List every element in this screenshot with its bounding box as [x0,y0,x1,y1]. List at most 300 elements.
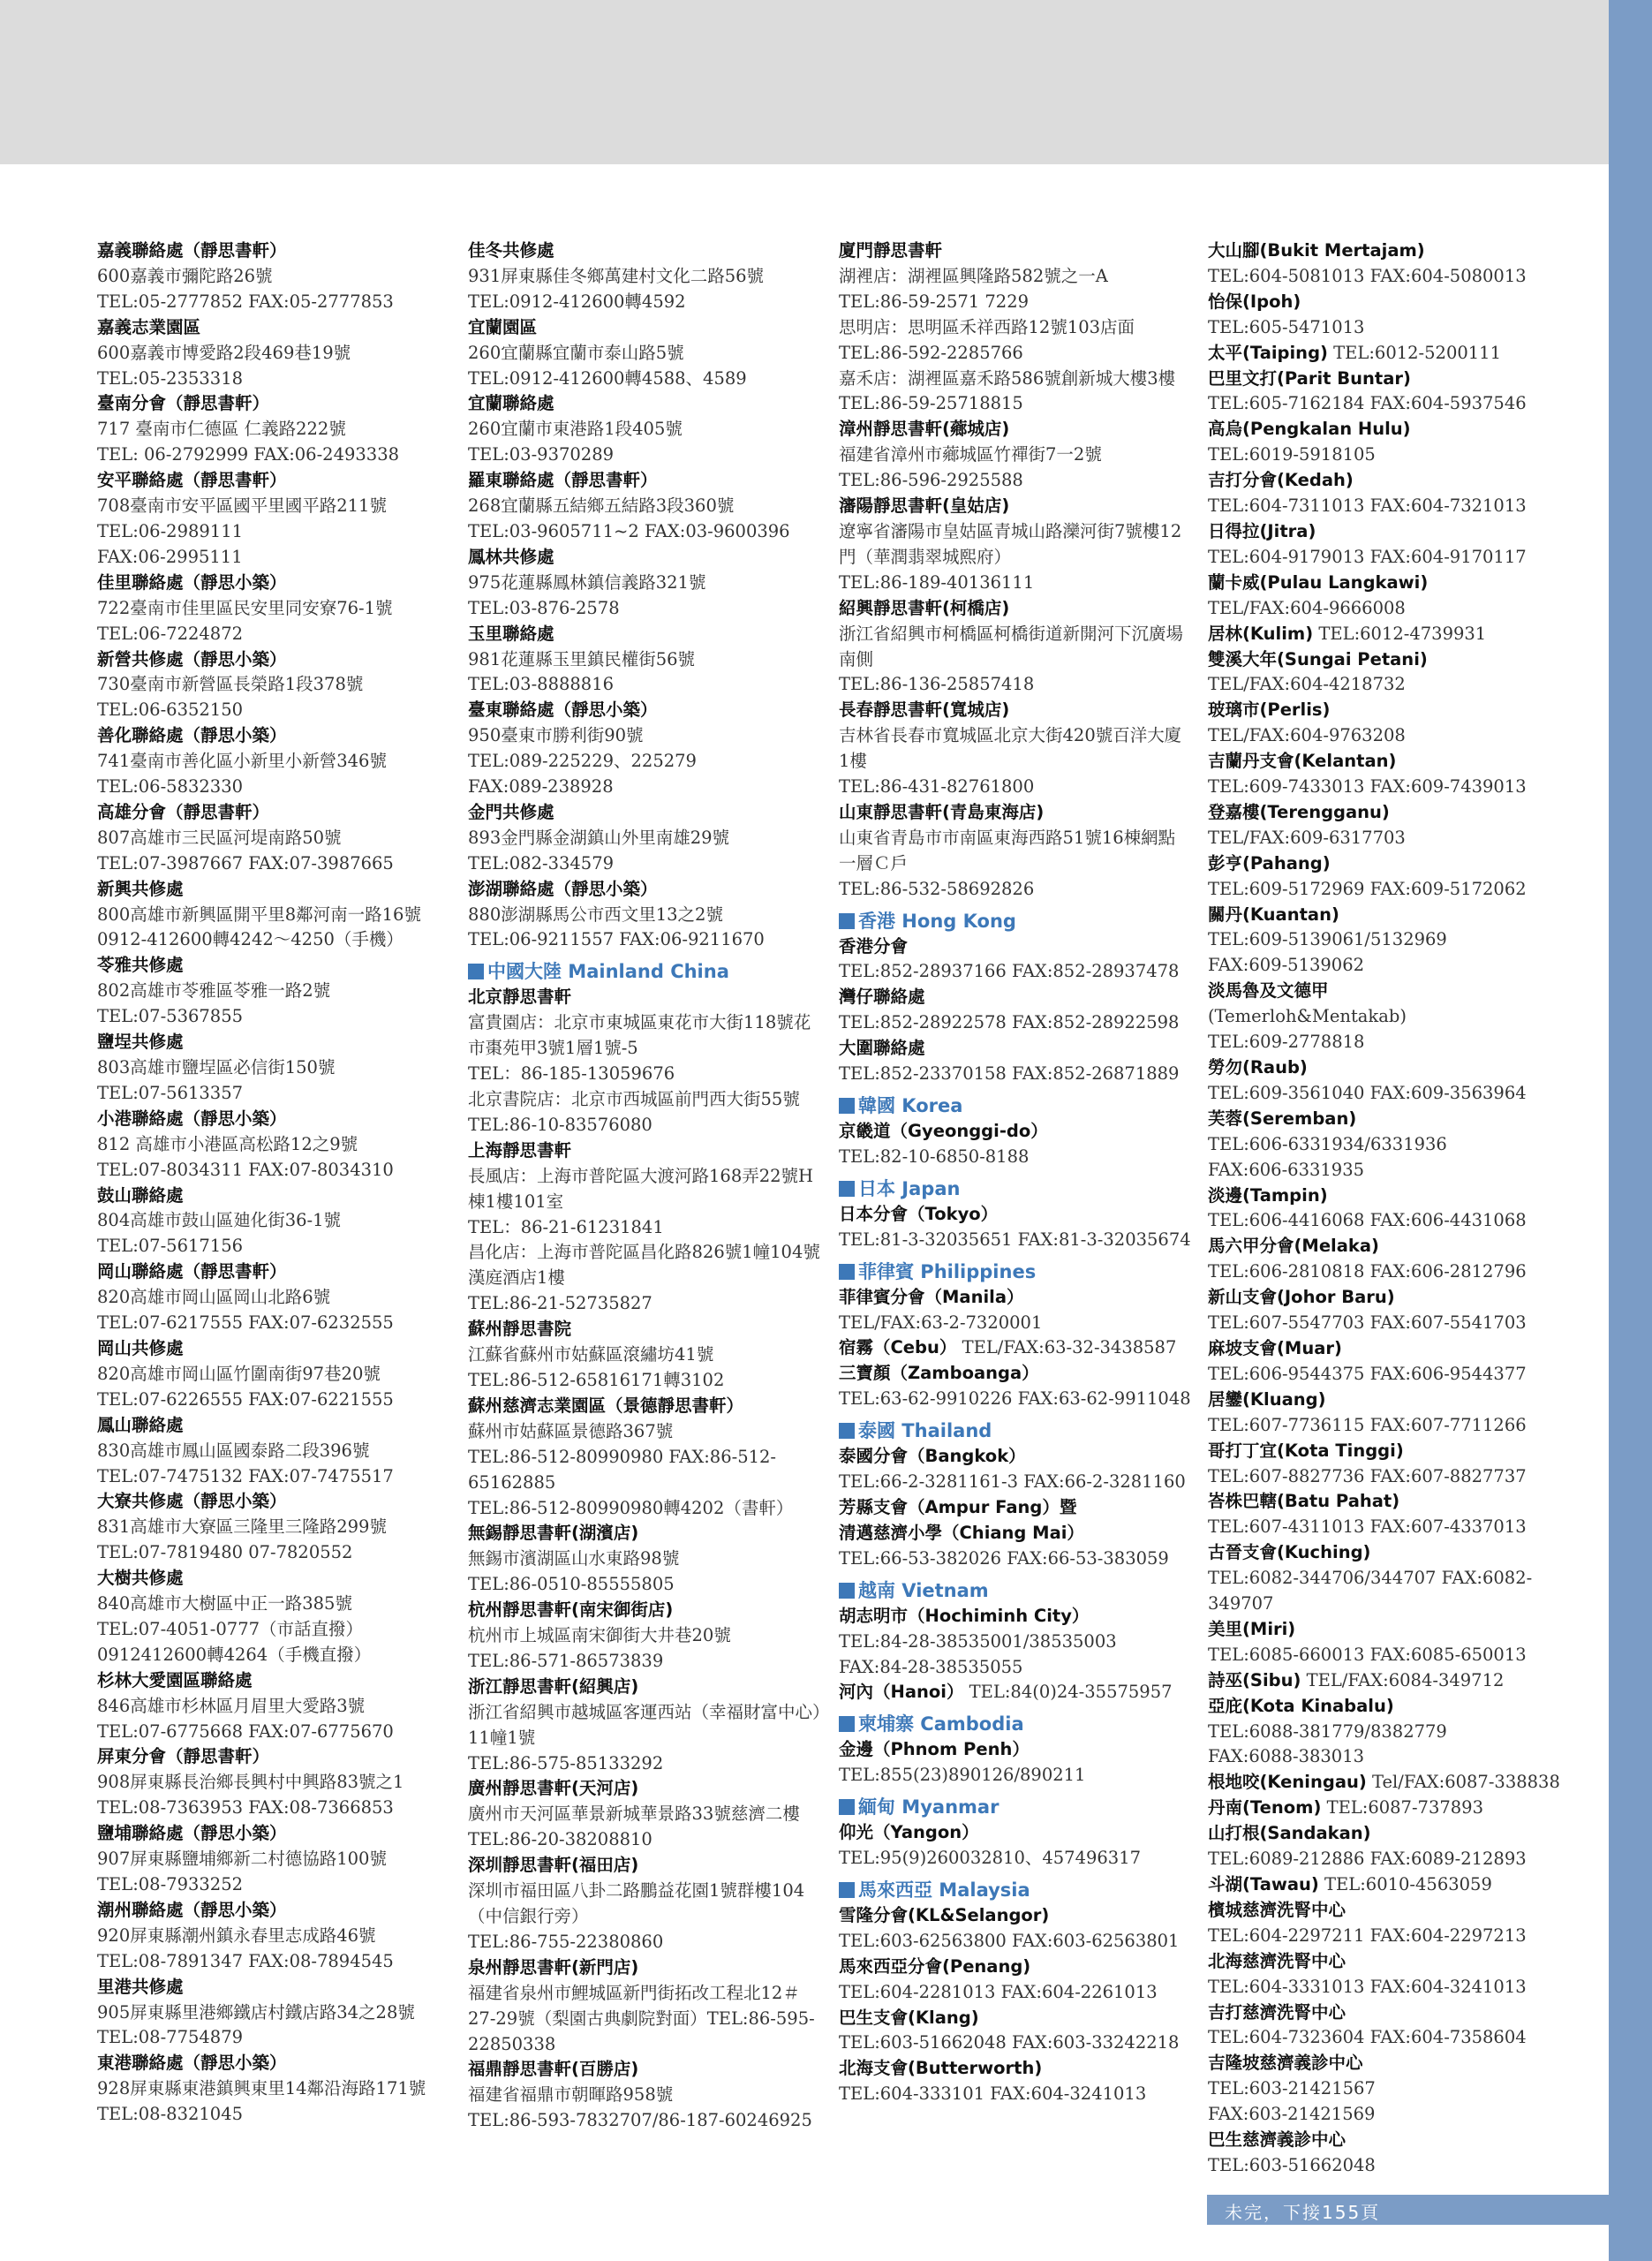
address-contact-line: 0912412600轉4264（手機直撥） [97,1644,372,1665]
office-name: 丹南(Tenom) [1208,1797,1322,1819]
region-heading [839,1418,1192,1444]
address-contact-line: 804高雄市鼓山區廸化街36-1號 [97,1210,342,1231]
office-name: 淡馬魯及文德甲 [1208,980,1329,1002]
address-contact-line: TEL:852-28922578 FAX:852-28922598 [839,1012,1180,1033]
directory-entry [1208,290,1596,341]
entry-heading-line [468,698,821,723]
address-contact-line: 928屏東縣東港鎮興東里14鄰沿海路171號 TEL:08-8321045 [97,2078,426,2125]
entry-heading-line [468,468,821,494]
entry-heading-line [839,698,1192,723]
entry-heading-line [1208,851,1596,877]
office-name: 山東靜思書軒(青島東海店) [839,801,1045,822]
address-contact-line: TEL:03-8888816 [468,674,615,695]
address-contact-line: TEL:81-3-32035651 FAX:81-3-32035674 [839,1229,1191,1250]
address-contact-line: 福建省漳州市薌城區竹禪街7一2號 [839,444,1102,465]
address-contact-line: TEL:86-59-25718815 [839,393,1023,414]
directory-entry [1208,571,1596,622]
address-contact-line: TEL:07-6217555 FAX:07-6232555 [97,1312,394,1334]
entry-heading-line [97,1744,441,1770]
directory-entry [468,315,821,392]
entry-heading-line [1208,1285,1596,1311]
address-contact-line: 908屏東縣長治鄉長興村中興路83號之1 [97,1772,404,1793]
directory-entry [468,1598,821,1675]
entry-heading-line [839,494,1192,519]
address-contact-line: 富貴園店：北京市東城區東花市大街118號花市棗苑甲3號1層1號-5 [468,1012,811,1059]
office-name: 泰國分會（Bangkok） [839,1446,1026,1467]
address-contact-line: 昌化店：上海市普陀區昌化路826號1幢104號漢庭酒店1樓 [468,1242,820,1289]
directory-entry [97,953,441,1030]
directory-entry [1208,468,1596,519]
office-name: 羅東聯絡處（靜思書軒） [468,470,658,491]
square-bullet-icon [839,1716,855,1732]
address-contact-line: TEL:605-7162184 FAX:604-5937546 [1208,393,1527,414]
address-contact-line: TEL:03-876-2578 [468,597,620,618]
directory-entry [1208,341,1596,367]
directory-column-4 [1208,238,1596,2175]
directory-column-1 [97,238,441,2164]
address-contact-line: TEL:95(9)260032810、457496317 [839,1848,1142,1869]
directory-entry [97,1413,441,1490]
entry-heading-line [1208,749,1596,775]
directory-entry [839,1820,1192,1872]
directory-entry [839,800,1192,903]
address-contact-line: TEL:607-8827736 FAX:607-8827737 [1208,1465,1527,1486]
office-name: 馬來西亞分會(Penang) [839,1955,1031,1977]
address-contact-line: TEL:66-2-3281161-3 FAX:66-2-3281160 [839,1471,1186,1493]
directory-entry [839,1737,1192,1788]
address-contact-line: 800高雄市新興區開平里8鄰河南一路16號 0912-412600轉4242～4250（手機） [97,904,421,950]
entry-heading-line [97,391,441,417]
address-contact-line: 907屏東縣鹽埔鄉新二村德協路100號 [97,1849,387,1870]
entry-heading-line [97,1821,441,1847]
address-contact-line: TEL:07-4051-0777（市話直撥） [97,1618,364,1639]
office-name: 北海慈濟洗腎中心 [1208,1950,1346,1971]
address-contact-line: TEL:606-9544375 FAX:606-9544377 [1208,1363,1527,1384]
address-contact-line: FAX:606-6331935 [1208,1159,1365,1180]
address-contact-line: 長風店：上海市普陀區大渡河路168弄22號H棟1樓101室 [468,1165,814,1212]
square-bullet-icon [839,1181,855,1197]
address-contact-line: TEL:82-10-6850-8188 [839,1146,1030,1167]
office-name: 高雄分會（靜思書軒） [97,801,270,822]
address-contact-line: TEL:07-7475132 FAX:07-7475517 [97,1465,394,1486]
entry-heading-line [97,315,441,341]
entry-heading-line [839,417,1192,442]
entry-heading-line [97,2051,441,2076]
contact-inline: TEL/FAX:63-32-3438587 [962,1337,1177,1358]
directory-entry [97,1489,441,1566]
directory-entry [97,800,441,877]
address-contact-line: TEL:06-7224872 [97,623,244,644]
office-name: 斗湖(Tawau) [1208,1874,1319,1894]
address-contact-line: TEL:06-9211557 FAX:06-9211670 [468,929,765,950]
office-name: 澎湖聯絡處（靜思小築） [468,878,658,899]
office-name: 宜蘭聯絡處 [468,393,554,414]
address-contact-line: TEL:06-6352150 [97,699,244,721]
address-contact-line: TEL:86-21-52735827 [468,1293,653,1314]
entry-heading-line [97,1107,441,1132]
contact-inline: TEL:6010-4563059 [1324,1874,1492,1894]
office-name: 深圳靜思書軒(福田店) [468,1855,639,1876]
entry-heading-line [839,2006,1192,2031]
address-contact-line: 722臺南市佳里區民安里同安寮76-1號 [97,597,393,618]
address-contact-line: 蘇州市姑蘇區景德路367號 [468,1420,674,1441]
office-name: 鹽埔聯絡處（靜思小築） [97,1823,287,1844]
entry-heading-line [468,1521,821,1546]
address-contact-line: TEL:07-5617156 [97,1236,244,1257]
office-name: 居林(Kulim) [1208,623,1314,644]
entry-heading-line [1208,468,1596,494]
office-name: 巴生支會(Klang) [839,2007,979,2028]
address-contact-line: TEL:605-5471013 [1208,316,1365,337]
entry-heading-line [1208,1489,1596,1515]
address-contact-line: TEL:852-28937166 FAX:852-28937478 [839,961,1180,982]
entry-heading-line [1208,1336,1596,1362]
office-name: 峇株巴轄(Batu Pahat) [1208,1491,1400,1512]
region-heading-label: 緬甸 Myanmar [858,1796,999,1819]
directory-entry [839,934,1192,986]
address-contact-line: 260宜蘭市東港路1段405號 [468,419,683,440]
contact-inline: TEL:6087-737893 [1326,1797,1483,1819]
office-name: 亞庇(Kota Kinabalu) [1208,1695,1394,1716]
address-contact-line: TEL:609-2778818 [1208,1032,1365,1053]
address-contact-line: FAX:84-28-38535055 [839,1656,1023,1677]
office-name: 紹興靜思書軒(柯橋店) [839,597,1010,618]
address-contact-line: FAX:609-5139062 [1208,955,1365,976]
address-contact-line: TEL:604-2297211 FAX:604-2297213 [1208,1924,1527,1946]
directory-entry [839,238,1192,417]
entry-heading-line [97,238,441,264]
directory-entry [97,1259,441,1336]
region-heading-label: 柬埔寨 Cambodia [858,1713,1024,1735]
address-contact-line: 無錫市濱湖區山水東路98號 [468,1548,680,1569]
square-bullet-icon [839,1098,855,1114]
directory-entry [468,468,821,545]
address-contact-line: 江蘇省蘇州市姑蘇區滾繡坊41號 [468,1344,714,1365]
directory-entry [839,417,1192,494]
entry-heading-line [839,1036,1192,1062]
office-name: 芳縣支會（Ampur Fang）暨 [839,1496,1077,1517]
office-name: 杉林大愛園區聯絡處 [97,1669,253,1690]
entry-heading-line [468,1853,821,1879]
directory-entry [1208,622,1596,647]
address-contact-line: TEL:06-5832330 [97,776,244,798]
directory-entry [839,1444,1192,1495]
directory-entry [1208,1055,1596,1107]
entry-heading-line [1208,1694,1596,1720]
entry-heading-line [839,985,1192,1010]
entry-heading-line [468,985,821,1010]
entry-heading-line [1208,1540,1596,1566]
directory-entry [1208,1796,1596,1821]
address-contact-line: TEL:604-3331013 FAX:604-3241013 [1208,1976,1527,1997]
directory-column-2 [468,238,821,2164]
directory-entry [1208,1617,1596,1668]
entry-heading-line [1208,1796,1596,1821]
directory-entry [839,2006,1192,2057]
entry-heading-line [468,315,821,341]
directory-entry [468,1955,821,2058]
directory-entry [468,2057,821,2134]
address-contact-line: TEL:86-59-2571 7229 [839,291,1030,312]
continuation-text: 未完，下接155頁 [1225,2202,1381,2223]
office-name: 佳冬共修處 [468,240,554,261]
entry-heading-line [97,1183,441,1209]
address-contact-line: 981花蓮縣玉里鎮民權街56號 [468,648,696,669]
entry-heading-line [468,1675,821,1700]
directory-entry [839,985,1192,1036]
directory-entry [97,1975,441,2052]
address-contact-line: TEL:855(23)890126/890211 [839,1765,1086,1786]
address-contact-line: TEL/FAX:604-4218732 [1208,674,1406,695]
entry-heading-line [468,391,821,417]
entry-heading-line [468,800,821,826]
office-name: 美里(Miri) [1208,1618,1296,1639]
entry-heading-line [839,596,1192,622]
entry-heading-line [97,953,441,979]
office-name: 大樹共修處 [97,1568,184,1589]
entry-heading-line [839,1680,1192,1705]
entry-heading-line [839,2056,1192,2082]
directory-entry [839,494,1192,596]
office-name: 鳳山聯絡處 [97,1414,184,1435]
address-contact-line: TEL:07-6226555 FAX:07-6221555 [97,1388,394,1410]
office-name: 日得拉(Jitra) [1208,520,1316,541]
directory-entry [1208,1388,1596,1439]
directory-entry [97,1107,441,1183]
address-contact-line: 遼寧省瀋陽市皇姑區青城山路灤河街7號樓12門（華潤翡翠城熙府） [839,520,1182,567]
directory-entry [468,985,821,1138]
address-contact-line: TEL:852-23370158 FAX:852-26871889 [839,1063,1180,1085]
directory-entry [468,1776,821,1853]
entry-heading-line [1208,1949,1596,1975]
region-heading [839,908,1192,934]
address-contact-line: TEL:609-5139061/5132969 [1208,929,1447,950]
directory-entry [97,647,441,724]
office-name: 鼓山聯絡處 [97,1184,184,1206]
address-contact-line: 802高雄市苓雅區苓雅一路2號 [97,980,331,1002]
address-contact-line: TEL:609-5172969 FAX:609-5172062 [1208,878,1527,899]
directory-entry [468,1521,821,1598]
continuation-bar [1207,2195,1609,2225]
address-contact-line: 803高雄市鹽埕區必信街150號 [97,1057,336,1078]
entry-heading-line [839,1521,1192,1546]
address-contact-line: TEL:607-4311013 FAX:607-4337013 [1208,1516,1527,1538]
address-contact-line: TEL:0912-412600轉4588、4589 [468,367,747,389]
header-band [0,0,1609,164]
address-contact-line: 840高雄市大樹區中正一路385號 [97,1593,352,1614]
address-contact-line: TEL/FAX:604-9763208 [1208,725,1406,746]
office-name: 蘇州靜思書院 [468,1319,572,1340]
directory-entry [1208,417,1596,468]
entry-heading-line [97,1336,441,1362]
directory-entry [468,622,821,699]
region-heading [839,1093,1192,1119]
directory-entry [468,877,821,954]
directory-entry [97,2051,441,2128]
entry-heading-line [839,1820,1192,1846]
address-contact-line: TEL:06-2989111 [97,520,244,541]
entry-heading-line [1208,2128,1596,2153]
directory-entry [839,1604,1192,1681]
office-name: 佳里聯絡處（靜思小築） [97,571,287,593]
office-name: 大寮共修處（靜思小築） [97,1491,287,1512]
office-name: 金門共修處 [468,801,554,822]
directory-entry [1208,851,1596,903]
address-contact-line: 905屏東縣里港鄉鐵店村鐵店路34之28號 TEL:08-7754879 [97,2001,415,2048]
directory-entry [839,1361,1192,1412]
office-name: 吉隆坡慈濟義診中心 [1208,2053,1363,2074]
office-name: 里港共修處 [97,1976,184,1997]
side-strip [1609,0,1652,2261]
office-name: 漳州靜思書軒(薌城店) [839,419,1010,440]
address-contact-line: TEL:607-7736115 FAX:607-7711266 [1208,1414,1527,1435]
office-name: 日本分會（Tokyo） [839,1203,999,1224]
directory-entry [1208,800,1596,851]
entry-heading-line [839,1335,1192,1361]
office-name: 廣州靜思書軒(天河店) [468,1778,639,1799]
entry-heading-line [839,1604,1192,1630]
directory-entry [97,1183,441,1260]
directory-entry [1208,1183,1596,1235]
address-contact-line: TEL:07-5367855 [97,1006,244,1027]
office-name: 蘇州慈濟志業園區（景德靜思書軒） [468,1395,744,1416]
address-contact-line: 931屏東縣佳冬鄉萬建村文化二路56號 [468,265,765,286]
entry-heading-line [468,2057,821,2083]
entry-heading-line [1208,341,1596,367]
entry-heading-line [1208,290,1596,315]
directory-entry [97,1744,441,1821]
entry-heading-line [1208,1055,1596,1081]
office-name: 瀋陽靜思書軒(皇姑店) [839,495,1010,517]
address-contact-line: TEL:08-7891347 FAX:08-7894545 [97,1950,394,1971]
address-contact-line: 880澎湖縣馬公市西文里13之2號 [468,904,723,925]
entry-heading-line [97,1413,441,1439]
address-contact-line: TEL:604-5081013 FAX:604-5080013 [1208,265,1527,286]
region-heading [839,1877,1192,1903]
address-contact-line: TEL:66-53-382026 FAX:66-53-383059 [839,1547,1169,1569]
address-contact-line: 600嘉義市彌陀路26號 [97,265,273,286]
address-contact-line: 福建省福鼎市朝暉路958號 [468,2084,674,2106]
address-contact-line: 708臺南市安平區國平里國平路211號 [97,495,387,517]
directory-entry [1208,1234,1596,1285]
address-contact-line: TEL:604-2281013 FAX:604-2261013 [839,1981,1158,2002]
address-contact-line: TEL:07-6775668 FAX:07-6775670 [97,1720,394,1742]
region-heading-label: 日本 Japan [858,1177,961,1199]
entry-heading-line [1208,2051,1596,2076]
entry-heading-line [97,1489,441,1515]
address-contact-line: TEL：86-185-13059676 [468,1063,675,1085]
address-contact-line: 吉林省長春市寬城區北京大街420號百洋大廈1樓 [839,725,1182,772]
office-name: 勞勿(Raub) [1208,1057,1308,1078]
directory-entry [1208,749,1596,800]
address-contact-line: TEL:604-9179013 FAX:604-9170117 [1208,546,1527,567]
office-name: 仰光（Yangon） [839,1822,979,1843]
region-heading [468,958,821,985]
directory-entry [1208,1668,1596,1694]
address-contact-line: TEL:082-334579 [468,852,615,873]
address-contact-line: TEL:609-3561040 FAX:609-3563964 [1208,1082,1527,1103]
office-name: 居鑾(Kluang) [1208,1388,1326,1410]
directory-entry [839,698,1192,800]
address-contact-line: TEL/FAX:604-9666008 [1208,597,1406,618]
directory-columns [0,238,1609,2175]
directory-entry [468,238,821,315]
entry-heading-line [468,1776,821,1802]
address-contact-line: 思明店：思明區禾祥西路12號103店面 TEL:86-592-2285766 [839,316,1135,363]
entry-heading-line [468,622,821,647]
entry-heading-line [839,1955,1192,1980]
square-bullet-icon [839,1264,855,1280]
directory-entry [1208,1489,1596,1540]
address-contact-line: TEL:6088-381779/8382779 [1208,1720,1447,1742]
entry-heading-line [1208,1872,1596,1898]
office-name: 巴里文打(Parit Buntar) [1208,367,1411,389]
address-contact-line: 浙江省紹興市柯橋區柯橋街道新開河下沉廣場南側 [839,623,1184,669]
office-name: 灣仔聯絡處 [839,987,925,1008]
entry-heading-line [839,800,1192,826]
directory-entry [97,1030,441,1107]
office-name: 詩巫(Sibu) [1208,1669,1301,1690]
entry-heading-line [1208,979,1596,1004]
address-contact-line: 830高雄市鳳山區國泰路二段396號 [97,1440,370,1461]
office-name: 北京靜思書軒 [468,987,572,1008]
office-name: 鳳林共修處 [468,546,554,567]
address-contact-line: 山東省青島市市南區東海西路51號16棟網點一層Ｃ戶 [839,827,1176,873]
office-name: 善化聯絡處（靜思小築） [97,725,287,746]
office-name: 苓雅共修處 [97,955,184,976]
directory-entry [97,877,441,954]
address-contact-line: 浙江省紹興市越城區客運西站（幸福財富中心）11幢1號 [468,1701,821,1748]
office-name: 香港分會 [839,935,909,957]
region-heading [839,1176,1192,1202]
office-name: 太平(Taiping) [1208,342,1328,363]
region-heading [839,1577,1192,1604]
directory-entry [1208,1336,1596,1388]
directory-entry [839,1285,1192,1336]
office-name: 淡邊(Tampin) [1208,1184,1328,1206]
address-contact-line: FAX:6088-383013 [1208,1746,1365,1767]
office-name: 麻坡支會(Muar) [1208,1337,1342,1358]
office-name: 馬六甲分會(Melaka) [1208,1236,1379,1257]
region-heading-label: 菲律賓 Philippines [858,1260,1037,1282]
address-contact-line: TEL:606-6331934/6331936 [1208,1133,1447,1154]
directory-entry [1208,698,1596,749]
directory-entry [468,545,821,622]
address-contact-line: TEL:86-136-25857418 [839,674,1035,695]
directory-entry [1208,1540,1596,1617]
region-heading [839,1259,1192,1285]
address-contact-line: TEL/FAX:609-6317703 [1208,827,1406,848]
office-name: 岡山共修處 [97,1337,184,1358]
office-name: 新山支會(Johor Baru) [1208,1287,1395,1308]
address-contact-line: TEL:607-5547703 FAX:607-5541703 [1208,1312,1527,1334]
address-contact-line: TEL:07-7819480 07-7820552 [97,1542,353,1563]
entry-heading-line [1208,1821,1596,1847]
entry-heading-line [1208,1439,1596,1464]
directory-entry [468,800,821,877]
address-contact-line: TEL:86-512-80990980 FAX:86-512-65162885 [468,1446,777,1493]
address-contact-line: TEL:6089-212886 FAX:6089-212893 [1208,1849,1527,1870]
entry-heading-line [1208,647,1596,673]
directory-entry [1208,238,1596,290]
address-contact-line: TEL:03-9370289 [468,444,615,465]
contact-inline: Tel/FAX:6087-338838 [1371,1772,1560,1793]
office-name: 關丹(Kuantan) [1208,904,1339,925]
directory-entry [1208,1949,1596,2000]
office-name: 玉里聯絡處 [468,623,554,644]
directory-entry [97,1336,441,1413]
office-name: 北海支會(Butterworth) [839,2058,1043,2079]
